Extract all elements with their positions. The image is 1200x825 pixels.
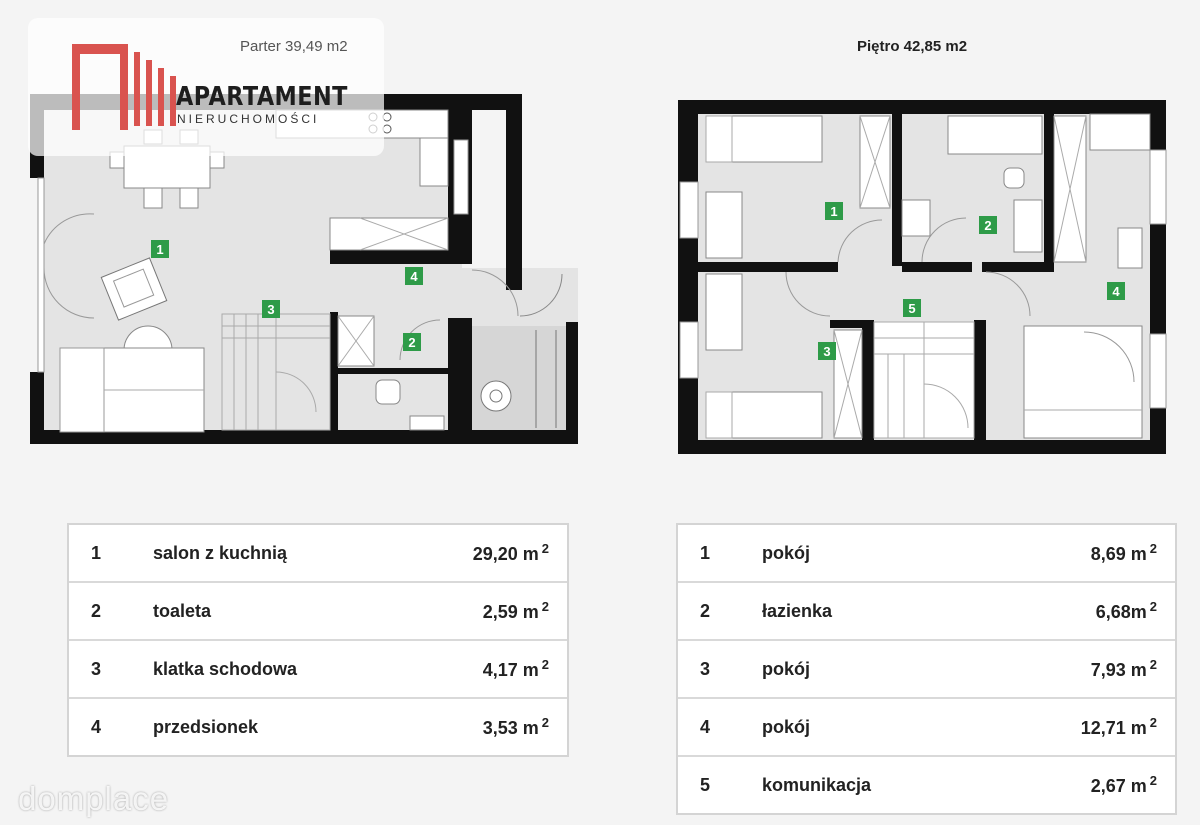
pietro-stairs [874, 322, 974, 438]
parter-title: Parter 39,49 m2 [240, 38, 348, 55]
parter-wall-right-upper [506, 94, 522, 290]
table-row [678, 757, 1175, 813]
table-row [678, 525, 1175, 583]
room-number: 5 [700, 774, 711, 795]
room-name: klatka schodowa [152, 641, 403, 699]
room-number: 1 [69, 525, 152, 583]
room-number: 3 [678, 641, 761, 699]
room-name: toaleta [152, 583, 403, 641]
room-area: 4,17 m $^2$ [403, 641, 567, 699]
room-area: 2,59 m $^2$ [403, 583, 567, 641]
parter-kitchen-wall [330, 250, 472, 264]
svg-text:2: 2 [984, 218, 992, 233]
room-area: 3,53 m $^2$ [482, 715, 549, 738]
room-number: 4 [91, 716, 102, 737]
room-name: łazienka [761, 583, 984, 641]
room-area: 6,68m $^2$ [984, 583, 1175, 641]
room-number: 2 [69, 583, 152, 641]
room-number: 4 [678, 699, 761, 757]
parter-wall-right-lower [566, 322, 578, 444]
logo-name: APARTAMENT [176, 82, 348, 112]
svg-text:1: 1 [830, 204, 838, 219]
pietro-plan [678, 100, 1166, 454]
table-row [678, 583, 1175, 641]
svg-text:4: 4 [410, 269, 418, 284]
svg-text:3: 3 [823, 344, 831, 359]
pietro-title: Piętro 42,85 m2 [857, 38, 968, 55]
svg-text:2: 2 [408, 335, 416, 350]
room-area: 7,93 m $^2$ [984, 641, 1175, 699]
svg-text:5: 5 [908, 301, 916, 316]
room-area: 12,71 m $^2$ [984, 699, 1175, 757]
parter-rooms-table [67, 523, 569, 757]
room-name: przedsionek [153, 716, 259, 737]
table-row [69, 525, 567, 583]
svg-text:4: 4 [1112, 284, 1120, 299]
table-row [69, 641, 567, 699]
table-row [69, 699, 567, 755]
room-area: 8,69 m $^2$ [984, 525, 1175, 583]
table-row [678, 641, 1175, 699]
logo-subtitle: NIERUCHOMOŚCI [177, 112, 320, 126]
room-number: 3 [69, 641, 152, 699]
table-row [678, 699, 1175, 757]
room-name: pokój [761, 525, 984, 583]
pietro-rooms-table [676, 523, 1177, 815]
room-area: 2,67 m $^2$ [1090, 773, 1157, 796]
room-name: pokój [761, 699, 984, 757]
room-name: komunikacja [762, 774, 872, 795]
svg-text:1: 1 [156, 242, 164, 257]
table-row [69, 583, 567, 641]
watermark: domplace [18, 780, 170, 817]
svg-text:3: 3 [267, 302, 275, 317]
room-name: pokój [761, 641, 984, 699]
room-name: salon z kuchnią [152, 525, 403, 583]
room-number: 2 [678, 583, 761, 641]
room-area: 29,20 m $^2$ [403, 525, 567, 583]
room-number: 1 [678, 525, 761, 583]
